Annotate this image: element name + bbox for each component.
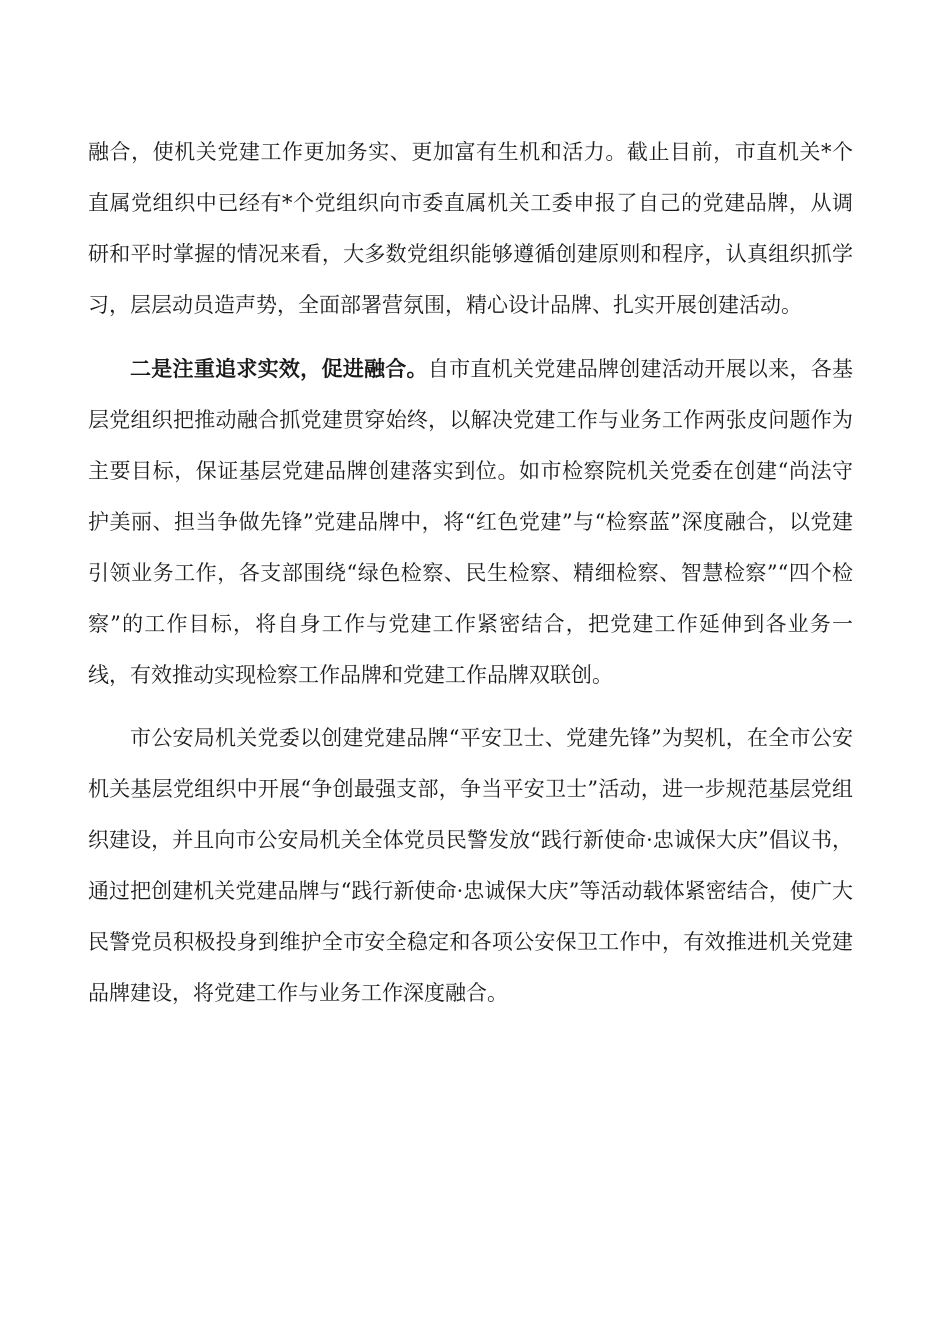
paragraph-2: [88, 343, 853, 701]
paragraph-2-lead: 二是注重追求实效，促进融合。: [130, 356, 428, 381]
paragraph-1-text: 融合，使机关党建工作更加务实、更加富有生机和活力。截止目前，市直机关*个直属党组织中已经有*个党组织向市委直属机关工委申报了自己的党建品牌，从调研和平时掌握的情况来看，大多数党组织能够遵循创建原则和程序，认真组织抓学习，层层动员造声势，全面部署营氛围，精心设计品牌、扎实开展创建活动。: [88, 140, 853, 317]
paragraph-3: [88, 713, 853, 1019]
paragraph-1: [88, 127, 853, 331]
paragraph-2-text: 自市直机关党建品牌创建活动开展以来，各基层党组织把推动融合抓党建贯穿始终，以解决党建工作与业务工作两张皮问题作为主要目标，保证基层党建品牌创建落实到位。如市检察院机关党委在创建“尚法守护美丽、担当争做先锋”党建品牌中，将“红色党建”与“检察蓝”深度融合，以党建引领业务工作，各支部围绕“绿色检察、民生检察、精细检察、智慧检察”“四个检察”的工作目标，将自身工作与党建工作紧密结合，把党建工作延伸到各业务一线，有效推动实现检察工作品牌和党建工作品牌双联创。: [88, 357, 854, 687]
paragraph-3-text: 市公安局机关党委以创建党建品牌“平安卫士、党建先锋”为契机，在全市公安机关基层党组织中开展“争创最强支部，争当平安卫士”活动，进一步规范基层党组织建设，并且向市公安局机关全体党员民警发放“践行新使命·忠诚保大庆”倡议书，通过把创建机关党建品牌与“践行新使命·忠诚保大庆”等活动载体紧密结合，使广大民警党员积极投身到维护全市安全稳定和各项公安保卫工作中，有效推进机关党建品牌建设，将党建工作与业务工作深度融合。: [88, 726, 853, 1005]
document-body: [88, 127, 853, 1019]
